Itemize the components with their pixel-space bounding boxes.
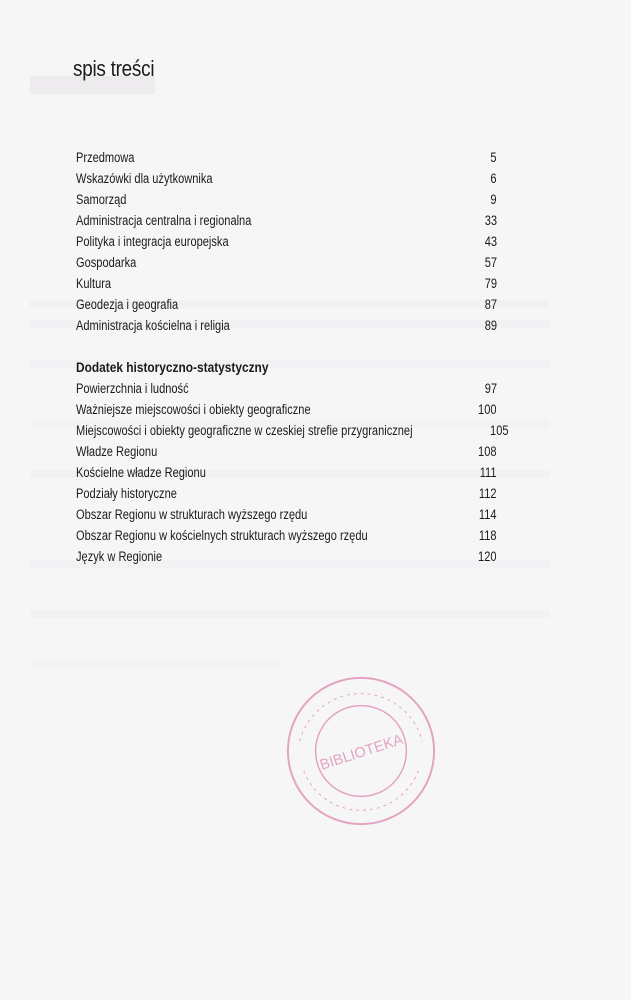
page-title: spis treści	[73, 56, 155, 81]
toc-label: Kultura	[76, 276, 112, 291]
toc-page-number: 9	[490, 192, 497, 207]
toc-main-list	[76, 147, 497, 336]
toc-row[interactable]	[76, 525, 497, 546]
toc-page-number: 43	[484, 234, 497, 249]
toc-page-number: 111	[480, 465, 497, 480]
toc-page-number: 89	[484, 318, 497, 333]
toc-page-number: 108	[478, 444, 497, 459]
toc-page-number: 87	[484, 297, 497, 312]
toc-row[interactable]	[76, 273, 497, 294]
toc-label: Władze Regionu	[76, 444, 158, 459]
toc-row[interactable]	[76, 504, 497, 525]
toc-row[interactable]	[76, 483, 497, 504]
toc-label: Wskazówki dla użytkownika	[76, 171, 213, 186]
library-stamp	[282, 672, 440, 830]
toc-label: Samorząd	[76, 192, 127, 207]
toc-row[interactable]	[76, 147, 497, 168]
toc-page-number: 79	[484, 276, 497, 291]
toc-row[interactable]	[76, 315, 497, 336]
toc-label: Miejscowości i obiekty geograficzne w czeskiej strefie przygranicznej	[76, 423, 413, 438]
toc-row[interactable]	[76, 546, 497, 567]
toc-page-number: 57	[484, 255, 497, 270]
toc-row[interactable]	[76, 462, 497, 483]
stamp-text: BIBLIOTEKA	[318, 731, 406, 774]
toc-label: Ważniejsze miejscowości i obiekty geograficzne	[76, 402, 311, 417]
toc-row[interactable]	[76, 294, 497, 315]
toc-row[interactable]	[76, 441, 497, 462]
toc-label: Administracja centralna i regionalna	[76, 213, 252, 228]
appendix-heading: Dodatek historyczno-statystyczny	[76, 359, 269, 375]
toc-row[interactable]	[76, 231, 497, 252]
toc-row[interactable]	[76, 378, 497, 399]
toc-row[interactable]	[76, 189, 497, 210]
toc-page-number: 33	[484, 213, 497, 228]
toc-label: Kościelne władze Regionu	[76, 465, 206, 480]
toc-page-number: 105	[490, 423, 509, 438]
toc-page-number: 120	[478, 549, 497, 564]
toc-page-number: 5	[490, 150, 497, 165]
toc-label: Język w Regionie	[76, 549, 163, 564]
toc-page-number: 100	[478, 402, 497, 417]
toc-row[interactable]	[76, 399, 497, 420]
toc-label: Powierzchnia i ludność	[76, 381, 189, 396]
toc-row[interactable]	[76, 252, 497, 273]
toc-row[interactable]	[76, 210, 497, 231]
toc-label: Gospodarka	[76, 255, 137, 270]
stamp-arc-text-placeholder	[304, 771, 419, 811]
toc-label: Polityka i integracja europejska	[76, 234, 229, 249]
toc-label: Obszar Regionu w strukturach wyższego rzędu	[76, 507, 308, 522]
toc-page-number: 114	[479, 507, 497, 522]
show-through-text	[30, 660, 280, 668]
toc-label: Podziały historyczne	[76, 486, 177, 501]
toc-label: Przedmowa	[76, 150, 135, 165]
toc-page-number: 97	[484, 381, 497, 396]
toc-label: Administracja kościelna i religia	[76, 318, 230, 333]
toc-appendix-list	[76, 356, 509, 567]
toc-page-number: 6	[490, 171, 497, 186]
toc-label: Obszar Regionu w kościelnych strukturach wyższego rzędu	[76, 528, 368, 543]
toc-page-number: 118	[479, 528, 497, 543]
toc-label: Geodezja i geografia	[76, 297, 179, 312]
toc-row[interactable]	[76, 168, 497, 189]
toc-page-number: 112	[479, 486, 497, 501]
toc-row[interactable]	[76, 420, 509, 441]
show-through-text	[30, 610, 550, 618]
